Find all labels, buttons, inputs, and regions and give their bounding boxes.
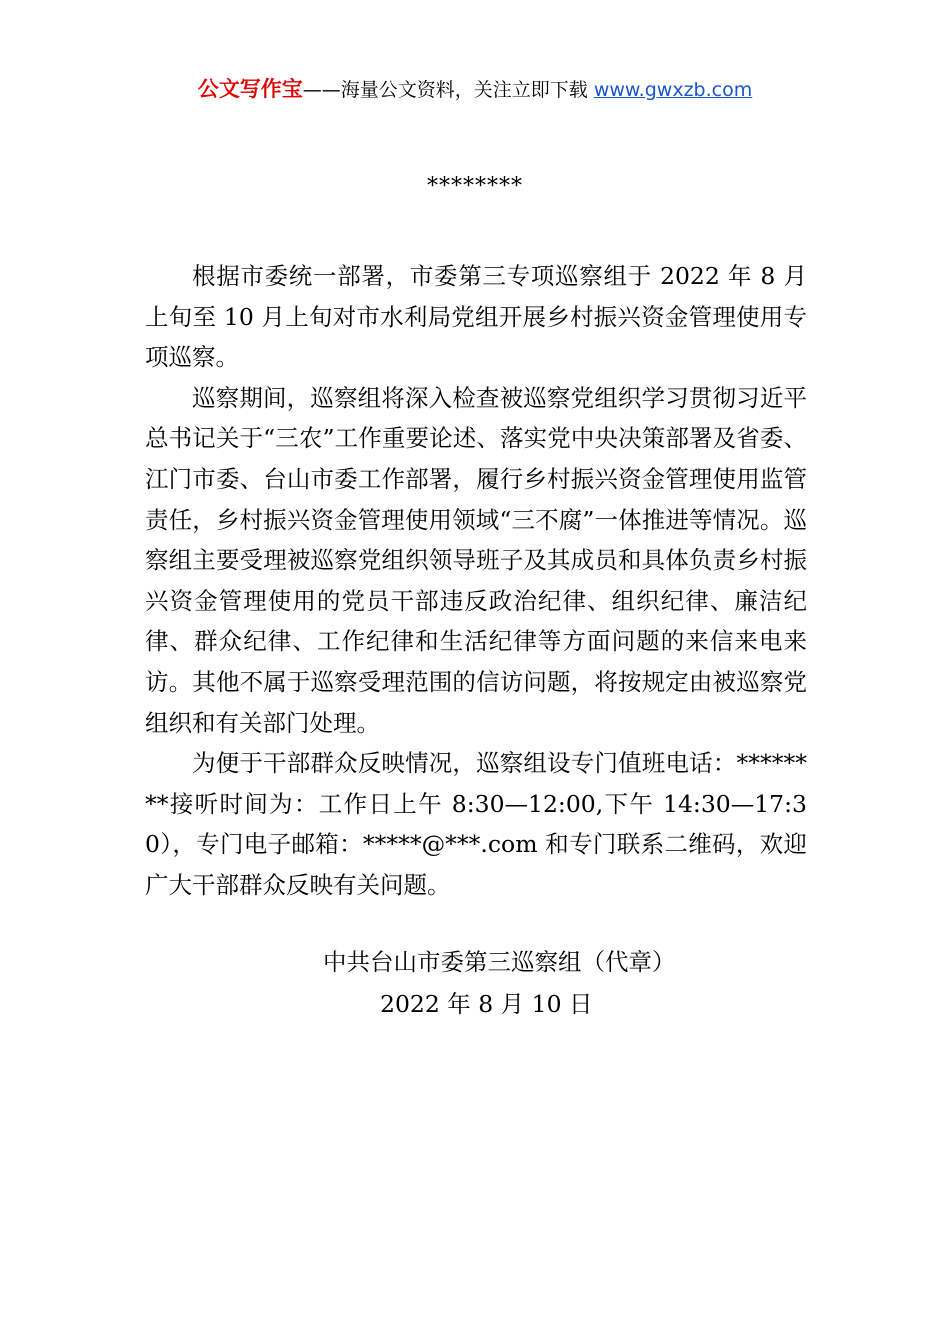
document-title-placeholder: ******** <box>427 174 523 199</box>
header-tagline: ——海量公文资料，关注立即下载 <box>302 79 594 101</box>
paragraph-scope: 巡察期间，巡察组将深入检查被巡察党组织学习贯彻习近平总书记关于“三农”工作重要论述、落实党中央决策部署及省委、江门市委、台山市委工作部署，履行乡村振兴资金管理使用监管责任，乡村振兴资金管理使用领域“三不腐”一体推进等情况。巡察组主要受理被巡察党组织领导班子及其成员和具体负责乡村振兴资金管理使用的党员干部违反政治纪律、组织纪律、廉洁纪律、群众纪律、工作纪律和生活纪律等方面问题的来信来电来访。其他不属于巡察受理范围的信访问题，将按规定由被巡察党组织和有关部门处理。 <box>145 383 807 737</box>
brand-name: 公文写作宝 <box>197 77 303 101</box>
website-link[interactable]: www.gwxzb.com <box>593 79 753 101</box>
page-header <box>0 74 950 105</box>
paragraph-intro: 根据市委统一部署，市委第三专项巡察组于 2022 年 8 月上旬至 10 月上旬对市水利局党组开展乡村振兴资金管理使用专项巡察。 <box>145 262 807 372</box>
document-body <box>145 256 807 906</box>
signature-date: 2022 年 8 月 10 日 <box>380 990 593 1018</box>
signature-organization: 中共台山市委第三巡察组（代章） <box>323 948 676 976</box>
paragraph-contact: 为便于干部群众反映情况，巡察组设专门值班电话：********接听时间为：工作日上午 8:30—12:00,下午 14:30—17:30），专门电子邮箱：*****@***.com 和专门联系二维码，欢迎广大干部群众反映有关问题。 <box>145 749 807 899</box>
